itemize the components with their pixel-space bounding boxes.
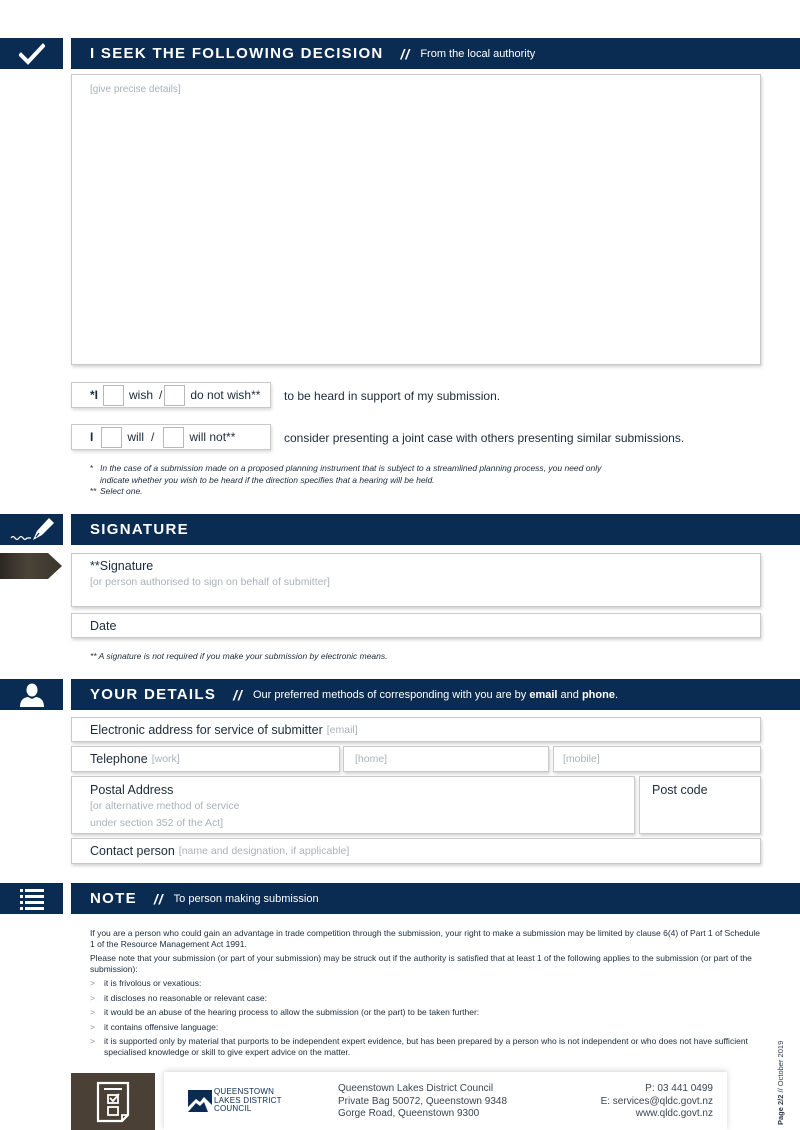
details-section-icon-tab [0, 679, 63, 710]
hearing-footnotes [90, 463, 601, 498]
choice-divider: / [151, 430, 155, 444]
section-title: NOTE [90, 890, 137, 907]
contact-label: Contact person [90, 844, 175, 858]
list-item: > it is supported only by material that purports to be independent expert evidence, but has been prepared by a person who is not independent or who does not have sufficient specialised knowledge or skill to give expert advice on the matter. [90, 1036, 748, 1057]
logo-text: QUEENSTOWN LAKES DISTRICT COUNCIL [214, 1087, 282, 1113]
wish-label: wish [129, 388, 154, 402]
note-paragraph-2: Please note that your submission (or part of your submission) may be struck out if the authority is satisfied that at least 1 of the following applies to the submission (or part of the submission): [90, 953, 752, 974]
contact-placeholder: [name and designation, if applicable] [178, 845, 350, 857]
wish-checkbox[interactable] [103, 385, 124, 406]
section-title: YOUR DETAILS [90, 686, 217, 703]
section-subtitle: From the local authority [420, 47, 536, 60]
document-date: October 2019 [776, 1040, 785, 1087]
page-marker [776, 1041, 785, 1125]
note-body [90, 928, 760, 1062]
decision-section-header [71, 38, 800, 69]
choice-prefix: I [90, 430, 94, 444]
website-link[interactable]: www.qldc.govt.nz [635, 1108, 713, 1119]
signature-footnote: ** A signature is not required if you make your submission by electronic means. [90, 651, 388, 661]
list-item: > it contains offensive language: [90, 1021, 219, 1032]
postal-placeholder-line-1: [or alternative method of service [90, 800, 240, 812]
telephone-home-placeholder: [home] [355, 753, 388, 765]
note-section-icon-tab [0, 883, 63, 914]
hearing-statement: to be heard in support of my submission. [284, 389, 501, 403]
mountain-logo-icon [188, 1090, 212, 1112]
will-checkbox[interactable] [101, 427, 122, 448]
telephone-mobile-placeholder: [mobile] [563, 753, 600, 765]
page-number: Page 2/2 [776, 1094, 785, 1125]
footer-icon-tile [71, 1073, 155, 1130]
signature-pointer-arrow [0, 553, 62, 579]
list-item: > it discloses no reasonable or relevant case: [90, 992, 268, 1003]
footnote-1: * In the case of a submission made on a proposed planning instrument that is subject to a streamlined planning process, you need only indicate whether you wish to be heard if the direction specifies that a hearing will be held. [90, 463, 602, 485]
do-not-wish-checkbox[interactable] [164, 385, 185, 406]
postcode-label: Post code [652, 783, 708, 797]
checkmark-icon [19, 43, 45, 65]
email-label: Electronic address for service of submitter [90, 722, 323, 737]
choice-prefix: *I [90, 388, 99, 402]
council-address: Queenstown Lakes District Council Private Bag 50072, Queenstown 9348 Gorge Road, Queenstown 9300 [338, 1083, 508, 1119]
signature-placeholder: [or person authorised to sign on behalf of submitter] [90, 576, 330, 588]
title-separator: // [400, 45, 411, 62]
footnote-2: ** Select one. [90, 486, 143, 496]
note-paragraph-1: If you are a person who could gain an advantage in trade competition through the submission, your right to make a submission may be limited by clause 6(4) of Part 1 of Schedule 1 of the Resource Management Act 1991. [90, 928, 760, 949]
email-address[interactable]: E: services@qldc.govt.nz [600, 1095, 713, 1107]
email-placeholder: [email] [326, 723, 358, 736]
section-subtitle: To person making submission [173, 892, 319, 905]
phone-number: P: 03 441 0499 [645, 1083, 713, 1094]
qldc-logo [188, 1088, 282, 1114]
note-section-header [71, 883, 800, 914]
postal-placeholder-line-2: under section 352 of the Act] [90, 817, 224, 829]
will-not-label: will not** [189, 430, 236, 444]
footer-contact-card [164, 1072, 727, 1130]
date-field[interactable] [71, 613, 761, 638]
telephone-mobile-field[interactable] [553, 746, 761, 772]
postcode-field[interactable] [639, 776, 761, 834]
person-icon [19, 683, 45, 707]
signature-label: **Signature [90, 559, 154, 573]
section-title: I SEEK THE FOLLOWING DECISION [90, 45, 384, 62]
list-item: > it is frivolous or vexatious: [90, 978, 202, 988]
page-separator: // [776, 1088, 785, 1093]
telephone-home-field[interactable] [343, 746, 549, 772]
decision-details-textarea[interactable] [71, 74, 761, 365]
list-icon [20, 888, 44, 910]
decision-placeholder: [give precise details] [90, 84, 181, 95]
joint-case-statement: consider presenting a joint case with others presenting similar submissions. [284, 431, 685, 445]
title-separator: // [153, 890, 164, 907]
list-item: > it would be an abuse of the hearing process to allow the submission (or the part) to be taken further: [90, 1007, 480, 1017]
postal-address-field[interactable] [71, 776, 635, 834]
decision-section-icon-tab [0, 38, 63, 69]
telephone-work-placeholder: [work] [151, 753, 180, 765]
details-section-header [71, 679, 800, 710]
email-field[interactable] [71, 717, 761, 742]
telephone-label: Telephone [90, 752, 148, 766]
choice-divider: / [159, 388, 163, 402]
note-bullet-list [90, 978, 760, 1058]
form-checklist-icon [96, 1081, 130, 1123]
will-label: will [127, 430, 145, 444]
joint-case-choice-group [71, 424, 271, 450]
pen-signature-icon [9, 516, 55, 544]
telephone-work-field[interactable] [71, 746, 340, 772]
signature-section-icon-tab [0, 514, 63, 545]
signature-section-header [71, 514, 800, 545]
council-contact [601, 1083, 713, 1121]
title-separator: // [233, 686, 243, 703]
postal-label: Postal Address [90, 783, 174, 797]
do-not-wish-label: do not wish** [190, 388, 261, 402]
will-not-checkbox[interactable] [163, 427, 184, 448]
hearing-choice-group [71, 382, 271, 408]
date-label: Date [90, 619, 117, 633]
contact-person-field[interactable] [71, 838, 761, 864]
section-title: SIGNATURE [90, 521, 189, 538]
section-subtitle: Our preferred methods of corresponding with you are by email and phone. [252, 688, 618, 701]
signature-field[interactable] [71, 553, 761, 607]
